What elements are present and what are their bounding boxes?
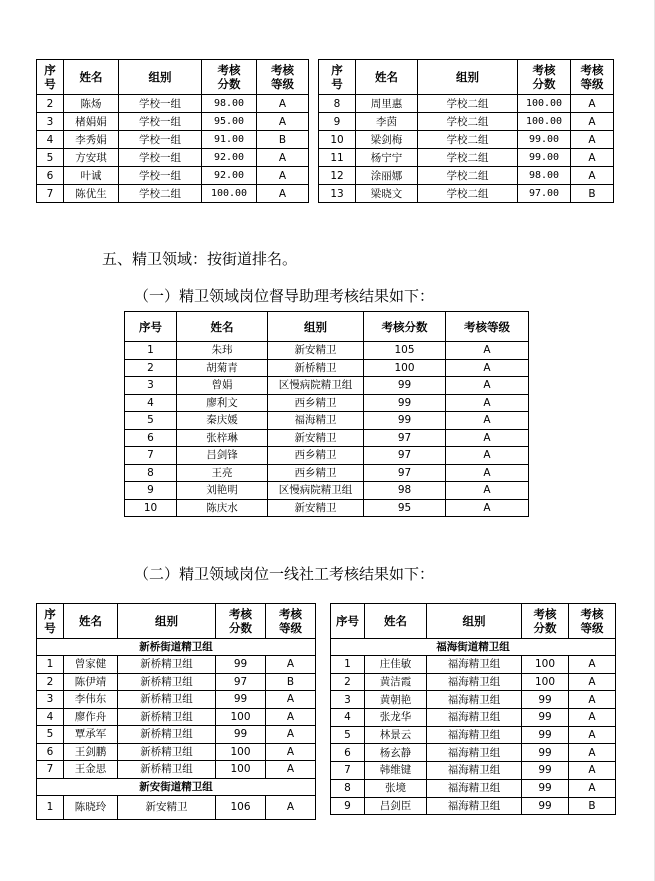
cell-name: 杨宁宁 xyxy=(356,149,418,167)
cell-score: 98.00 xyxy=(518,167,571,185)
cell-name: 叶诚 xyxy=(64,167,119,185)
header-score: 考核分数 xyxy=(364,312,446,342)
table-row xyxy=(319,149,614,167)
table-row xyxy=(37,167,309,185)
cell-seq: 8 xyxy=(319,95,356,113)
table-row xyxy=(125,394,529,412)
cell-group: 学校二组 xyxy=(119,185,202,203)
cell-grade: A xyxy=(266,726,316,744)
cell-score: 99 xyxy=(216,656,266,674)
cell-grade: A xyxy=(569,656,616,674)
table-row xyxy=(37,795,316,819)
cell-grade: A xyxy=(266,743,316,761)
cell-grade: A xyxy=(446,429,529,447)
cell-name: 朱玮 xyxy=(177,342,268,360)
table-row xyxy=(331,709,616,727)
cell-grade: A xyxy=(446,342,529,360)
cell-name: 张梓琳 xyxy=(177,429,268,447)
header-name: 姓名 xyxy=(356,60,418,95)
cell-score: 100.00 xyxy=(518,95,571,113)
cell-name: 黄洁霞 xyxy=(365,673,427,691)
cell-score: 99.00 xyxy=(518,131,571,149)
cell-group: 学校二组 xyxy=(418,167,518,185)
cell-group: 学校一组 xyxy=(119,95,202,113)
cell-seq: 6 xyxy=(125,429,177,447)
cell-group: 福海精卫组 xyxy=(427,691,522,709)
cell-name: 李伟东 xyxy=(64,691,118,709)
cell-group: 学校二组 xyxy=(418,95,518,113)
cell-seq: 2 xyxy=(37,95,64,113)
cell-name: 吕剑臣 xyxy=(365,797,427,815)
table-row xyxy=(125,482,529,500)
top-right-table xyxy=(318,59,614,203)
top-left-table xyxy=(36,59,309,203)
cell-name: 吕剑锋 xyxy=(177,447,268,465)
table-row xyxy=(331,673,616,691)
cell-seq: 8 xyxy=(331,779,365,797)
cell-seq: 9 xyxy=(319,113,356,131)
cell-group: 新安精卫 xyxy=(268,499,364,517)
cell-name: 梁晓文 xyxy=(356,185,418,203)
cell-group: 福海精卫组 xyxy=(427,726,522,744)
cell-seq: 2 xyxy=(331,673,365,691)
cell-grade: A xyxy=(266,761,316,779)
header-group: 组别 xyxy=(268,312,364,342)
cell-seq: 9 xyxy=(331,797,365,815)
header-grade: 考核 等级 xyxy=(266,604,316,639)
cell-group: 福海精卫组 xyxy=(427,709,522,727)
cell-score: 100.00 xyxy=(518,113,571,131)
cell-group: 福海精卫组 xyxy=(427,762,522,780)
table-row xyxy=(319,95,614,113)
table-row xyxy=(125,499,529,517)
cell-group: 学校二组 xyxy=(418,185,518,203)
subsection-one-title: （一）精卫领域岗位督导助理考核结果如下： xyxy=(134,287,435,305)
cell-grade: A xyxy=(446,447,529,465)
cell-group: 学校二组 xyxy=(418,113,518,131)
cell-grade: A xyxy=(569,709,616,727)
cell-seq: 4 xyxy=(125,394,177,412)
cell-score: 98 xyxy=(364,482,446,500)
header-name: 姓名 xyxy=(365,604,427,639)
cell-grade: A xyxy=(257,149,309,167)
cell-group: 西乡精卫 xyxy=(268,394,364,412)
cell-seq: 6 xyxy=(37,743,64,761)
cell-score: 100 xyxy=(216,743,266,761)
cell-name: 胡菊青 xyxy=(177,359,268,377)
cell-score: 100 xyxy=(216,761,266,779)
cell-score: 97 xyxy=(216,673,266,691)
cell-score: 99 xyxy=(522,779,569,797)
table-row xyxy=(37,113,309,131)
cell-seq: 3 xyxy=(331,691,365,709)
cell-seq: 4 xyxy=(331,709,365,727)
header-score: 考核 分数 xyxy=(518,60,571,95)
header-group: 组别 xyxy=(119,60,202,95)
cell-seq: 5 xyxy=(125,412,177,430)
cell-name: 曾家健 xyxy=(64,656,118,674)
cell-seq: 7 xyxy=(37,761,64,779)
group-header-row xyxy=(37,778,316,795)
cell-group: 新桥精卫组 xyxy=(118,673,216,691)
frontline-right-table xyxy=(330,603,616,815)
cell-name: 黄朝艳 xyxy=(365,691,427,709)
cell-score: 97.00 xyxy=(518,185,571,203)
cell-grade: A xyxy=(571,149,614,167)
cell-grade: A xyxy=(569,673,616,691)
cell-group: 新桥精卫组 xyxy=(118,761,216,779)
cell-name: 方安琪 xyxy=(64,149,119,167)
cell-group: 学校一组 xyxy=(119,167,202,185)
cell-seq: 3 xyxy=(37,691,64,709)
table-row xyxy=(125,377,529,395)
cell-grade: A xyxy=(257,185,309,203)
table-row xyxy=(37,726,316,744)
cell-group: 西乡精卫 xyxy=(268,447,364,465)
table-row xyxy=(331,779,616,797)
cell-score: 99 xyxy=(522,691,569,709)
cell-score: 99 xyxy=(522,797,569,815)
cell-score: 105 xyxy=(364,342,446,360)
table-row xyxy=(125,342,529,360)
cell-name: 涂丽娜 xyxy=(356,167,418,185)
cell-score: 99 xyxy=(522,762,569,780)
cell-score: 100 xyxy=(216,708,266,726)
cell-name: 张境 xyxy=(365,779,427,797)
cell-score: 95.00 xyxy=(202,113,257,131)
cell-seq: 3 xyxy=(125,377,177,395)
cell-grade: B xyxy=(571,185,614,203)
cell-grade: A xyxy=(257,95,309,113)
cell-seq: 2 xyxy=(125,359,177,377)
cell-name: 李茵 xyxy=(356,113,418,131)
cell-name: 陈庆水 xyxy=(177,499,268,517)
cell-name: 陈炀 xyxy=(64,95,119,113)
cell-name: 廖利文 xyxy=(177,394,268,412)
cell-name: 王剑鹏 xyxy=(64,743,118,761)
header-score: 考核 分数 xyxy=(522,604,569,639)
cell-name: 陈优生 xyxy=(64,185,119,203)
table-row xyxy=(331,691,616,709)
frontline-left-table xyxy=(36,603,316,820)
cell-group: 新桥精卫组 xyxy=(118,708,216,726)
cell-seq: 6 xyxy=(37,167,64,185)
cell-grade: A xyxy=(571,95,614,113)
table-row xyxy=(319,113,614,131)
cell-seq: 11 xyxy=(319,149,356,167)
table-row xyxy=(331,797,616,815)
cell-score: 99 xyxy=(522,709,569,727)
table-row xyxy=(37,673,316,691)
cell-group: 福海精卫组 xyxy=(427,744,522,762)
cell-seq: 2 xyxy=(37,673,64,691)
table-row xyxy=(37,185,309,203)
table-row xyxy=(319,185,614,203)
cell-grade: A xyxy=(569,691,616,709)
cell-grade: A xyxy=(266,708,316,726)
table-row xyxy=(125,359,529,377)
table-row xyxy=(37,95,309,113)
supervisor-assistant-table xyxy=(124,311,529,517)
table-row xyxy=(125,412,529,430)
cell-group: 学校一组 xyxy=(119,131,202,149)
cell-group: 福海精卫组 xyxy=(427,673,522,691)
cell-name: 廖作舟 xyxy=(64,708,118,726)
cell-score: 97 xyxy=(364,464,446,482)
table-row xyxy=(37,708,316,726)
header-seq: 序 号 xyxy=(37,604,64,639)
table-row xyxy=(319,167,614,185)
cell-grade: A xyxy=(569,726,616,744)
cell-seq: 7 xyxy=(125,447,177,465)
cell-grade: A xyxy=(446,464,529,482)
cell-group: 新桥精卫组 xyxy=(118,656,216,674)
header-group: 组别 xyxy=(118,604,216,639)
cell-grade: A xyxy=(257,167,309,185)
cell-group: 学校二组 xyxy=(418,131,518,149)
cell-score: 99 xyxy=(522,726,569,744)
cell-score: 100 xyxy=(522,673,569,691)
cell-group: 新桥精卫组 xyxy=(118,726,216,744)
cell-group: 学校二组 xyxy=(418,149,518,167)
table-row xyxy=(331,744,616,762)
table-row xyxy=(37,761,316,779)
cell-grade: A xyxy=(569,762,616,780)
cell-seq: 1 xyxy=(37,656,64,674)
cell-name: 杨玄静 xyxy=(365,744,427,762)
cell-name: 秦庆媛 xyxy=(177,412,268,430)
table-row xyxy=(331,762,616,780)
cell-group: 新安精卫 xyxy=(118,795,216,819)
cell-score: 99 xyxy=(216,726,266,744)
cell-name: 覃承军 xyxy=(64,726,118,744)
cell-grade: A xyxy=(266,795,316,819)
cell-name: 王亮 xyxy=(177,464,268,482)
header-grade: 考核 等级 xyxy=(571,60,614,95)
cell-group: 区慢病院精卫组 xyxy=(268,377,364,395)
cell-grade: A xyxy=(257,113,309,131)
cell-seq: 4 xyxy=(37,131,64,149)
header-seq: 序 号 xyxy=(37,60,64,95)
cell-name: 陈伊靖 xyxy=(64,673,118,691)
header-name: 姓名 xyxy=(177,312,268,342)
header-seq: 序号 xyxy=(125,312,177,342)
table-row xyxy=(37,149,309,167)
cell-group: 学校一组 xyxy=(119,113,202,131)
table-row xyxy=(37,743,316,761)
cell-score: 97 xyxy=(364,447,446,465)
cell-group: 西乡精卫 xyxy=(268,464,364,482)
cell-seq: 4 xyxy=(37,708,64,726)
cell-group: 新安精卫 xyxy=(268,429,364,447)
cell-grade: A xyxy=(571,113,614,131)
cell-name: 曾娟 xyxy=(177,377,268,395)
group-title: 福海街道精卫组 xyxy=(331,639,616,656)
cell-grade: A xyxy=(446,412,529,430)
table-row xyxy=(331,726,616,744)
cell-seq: 9 xyxy=(125,482,177,500)
cell-seq: 12 xyxy=(319,167,356,185)
cell-name: 周里惠 xyxy=(356,95,418,113)
group-title: 新桥街道精卫组 xyxy=(37,639,316,656)
cell-seq: 7 xyxy=(331,762,365,780)
header-grade: 考核 等级 xyxy=(257,60,309,95)
header-score: 考核 分数 xyxy=(202,60,257,95)
cell-grade: A xyxy=(446,359,529,377)
cell-score: 97 xyxy=(364,429,446,447)
cell-grade: A xyxy=(266,656,316,674)
cell-name: 林景云 xyxy=(365,726,427,744)
cell-grade: A xyxy=(571,131,614,149)
cell-seq: 13 xyxy=(319,185,356,203)
header-name: 姓名 xyxy=(64,604,118,639)
cell-name: 韩维键 xyxy=(365,762,427,780)
table-row xyxy=(125,429,529,447)
table-row xyxy=(37,691,316,709)
group-title: 新安街道精卫组 xyxy=(37,778,316,795)
cell-score: 92.00 xyxy=(202,167,257,185)
cell-score: 99 xyxy=(364,394,446,412)
cell-seq: 1 xyxy=(331,656,365,674)
table-row xyxy=(125,447,529,465)
header-grade: 考核 等级 xyxy=(569,604,616,639)
cell-name: 李秀娟 xyxy=(64,131,119,149)
cell-name: 陈晓玲 xyxy=(64,795,118,819)
cell-name: 王金思 xyxy=(64,761,118,779)
header-seq: 序号 xyxy=(331,604,365,639)
cell-name: 张龙华 xyxy=(365,709,427,727)
subsection-two-title: （二）精卫领域岗位一线社工考核结果如下： xyxy=(134,565,435,583)
cell-score: 99 xyxy=(522,744,569,762)
cell-grade: A xyxy=(446,482,529,500)
cell-name: 刘艳明 xyxy=(177,482,268,500)
cell-grade: A xyxy=(446,377,529,395)
table-row xyxy=(37,131,309,149)
cell-score: 100.00 xyxy=(202,185,257,203)
table-row xyxy=(319,131,614,149)
cell-score: 95 xyxy=(364,499,446,517)
cell-grade: B xyxy=(266,673,316,691)
cell-seq: 6 xyxy=(331,744,365,762)
table-row xyxy=(125,464,529,482)
cell-seq: 5 xyxy=(331,726,365,744)
cell-name: 楮娟娟 xyxy=(64,113,119,131)
cell-seq: 10 xyxy=(319,131,356,149)
header-group: 组别 xyxy=(418,60,518,95)
cell-name: 庄佳敏 xyxy=(365,656,427,674)
cell-name: 梁剑梅 xyxy=(356,131,418,149)
cell-group: 福海精卫 xyxy=(268,412,364,430)
cell-score: 98.00 xyxy=(202,95,257,113)
cell-seq: 10 xyxy=(125,499,177,517)
header-score: 考核 分数 xyxy=(216,604,266,639)
cell-grade: A xyxy=(446,499,529,517)
cell-grade: A xyxy=(571,167,614,185)
cell-group: 新安精卫 xyxy=(268,342,364,360)
cell-score: 106 xyxy=(216,795,266,819)
section-five-heading: 五、精卫领域：按街道排名。 xyxy=(102,250,298,268)
cell-group: 学校一组 xyxy=(119,149,202,167)
cell-score: 99 xyxy=(364,377,446,395)
cell-score: 100 xyxy=(364,359,446,377)
cell-score: 99 xyxy=(216,691,266,709)
group-header-row xyxy=(37,639,316,656)
cell-seq: 5 xyxy=(37,149,64,167)
table-row xyxy=(37,656,316,674)
table-row xyxy=(331,656,616,674)
header-grade: 考核等级 xyxy=(446,312,529,342)
cell-group: 新桥精卫 xyxy=(268,359,364,377)
header-name: 姓名 xyxy=(64,60,119,95)
cell-seq: 7 xyxy=(37,185,64,203)
cell-seq: 3 xyxy=(37,113,64,131)
cell-seq: 8 xyxy=(125,464,177,482)
header-group: 组别 xyxy=(427,604,522,639)
cell-score: 92.00 xyxy=(202,149,257,167)
cell-grade: A xyxy=(569,744,616,762)
cell-grade: A xyxy=(446,394,529,412)
cell-score: 91.00 xyxy=(202,131,257,149)
cell-score: 99 xyxy=(364,412,446,430)
cell-grade: B xyxy=(569,797,616,815)
cell-score: 100 xyxy=(522,656,569,674)
cell-group: 福海精卫组 xyxy=(427,797,522,815)
cell-seq: 1 xyxy=(125,342,177,360)
header-seq: 序 号 xyxy=(319,60,356,95)
cell-group: 区慢病院精卫组 xyxy=(268,482,364,500)
cell-seq: 5 xyxy=(37,726,64,744)
cell-grade: B xyxy=(257,131,309,149)
cell-score: 99.00 xyxy=(518,149,571,167)
group-header-row xyxy=(331,639,616,656)
cell-seq: 1 xyxy=(37,795,64,819)
cell-group: 福海精卫组 xyxy=(427,656,522,674)
cell-group: 新桥精卫组 xyxy=(118,743,216,761)
cell-group: 福海精卫组 xyxy=(427,779,522,797)
cell-group: 新桥精卫组 xyxy=(118,691,216,709)
cell-grade: A xyxy=(569,779,616,797)
cell-grade: A xyxy=(266,691,316,709)
